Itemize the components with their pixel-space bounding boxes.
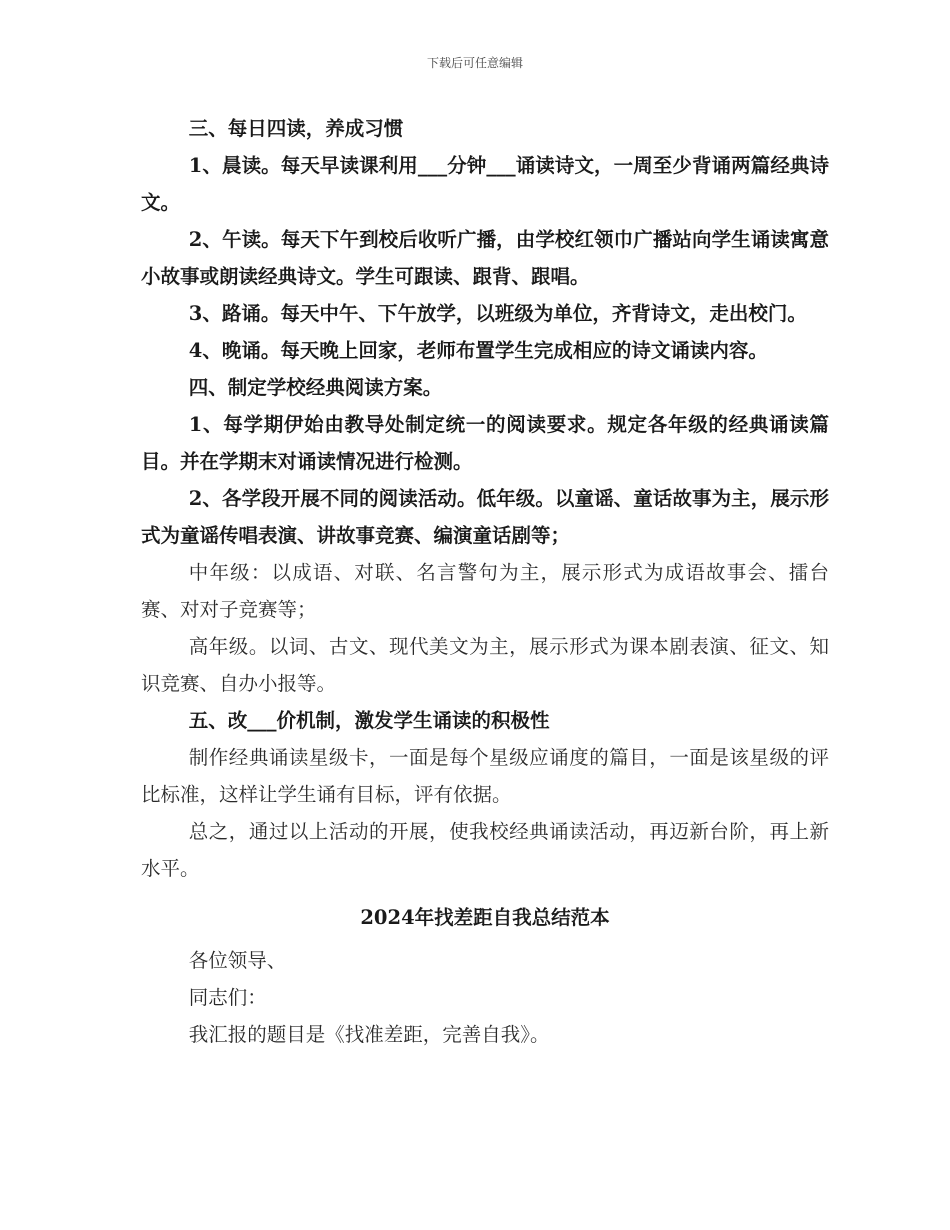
paragraph-salutation-leaders: 各位领导、 (188, 949, 287, 972)
paragraph-reading-requirements: 1、每学期伊始由教导处制定统一的阅读要求。规定各年级的经典诵读篇目。并在学期末对诵读情况进行检测。 (141, 413, 829, 473)
heading-section-4: 四、制定学校经典阅读方案。 (188, 376, 443, 399)
paragraph-evening-recitation: 4、晚诵。每天晚上回家，老师布置学生完成相应的诗文诵读内容。 (188, 339, 768, 362)
paragraph-report-topic: 我汇报的题目是《找准差距，完善自我》。 (188, 1023, 550, 1046)
paragraph-salutation-comrades: 同志们： (188, 986, 267, 1009)
paragraph-upper-grade: 高年级。以词、古文、现代美文为主，展示形式为课本剧表演、征文、知识竞赛、自办小报等。 (141, 635, 829, 695)
heading-section-3: 三、每日四读，养成习惯 (188, 117, 404, 140)
document-body (141, 110, 829, 1053)
paragraph-conclusion: 总之，通过以上活动的开展，使我校经典诵读活动，再迈新台阶，再上新水平。 (141, 820, 829, 880)
paragraph-morning-reading: 1、晨读。每天早读课利用___分钟___诵读诗文，一周至少背诵两篇经典诗文。 (141, 154, 829, 214)
page-header: 下载后可任意编辑 (426, 56, 523, 70)
paragraph-middle-grade: 中年级：以成语、对联、名言警句为主，展示形式为成语故事会、擂台赛、对对子竞赛等； (141, 561, 829, 621)
heading-section-5: 五、改___价机制，激发学生诵读的积极性 (188, 709, 550, 732)
paragraph-noon-reading: 2、午读。每天下午到校后收听广播，由学校红领巾广播站向学生诵读寓意小故事或朗读经典诗文。学生可跟读、跟背、跟唱。 (141, 228, 829, 288)
paragraph-star-card: 制作经典诵读星级卡，一面是每个星级应诵度的篇目，一面是该星级的评比标准，这样让学生诵有目标，评有依据。 (141, 746, 829, 806)
section-title: 2024年找差距自我总结范本 (360, 906, 610, 929)
paragraph-road-recitation: 3、路诵。每天中午、下午放学，以班级为单位，齐背诗文，走出校门。 (188, 302, 807, 325)
paragraph-lower-grade: 2、各学段开展不同的阅读活动。低年级。以童谣、童话故事为主，展示形式为童谣传唱表演、讲故事竞赛、编演童话剧等； (141, 487, 829, 547)
